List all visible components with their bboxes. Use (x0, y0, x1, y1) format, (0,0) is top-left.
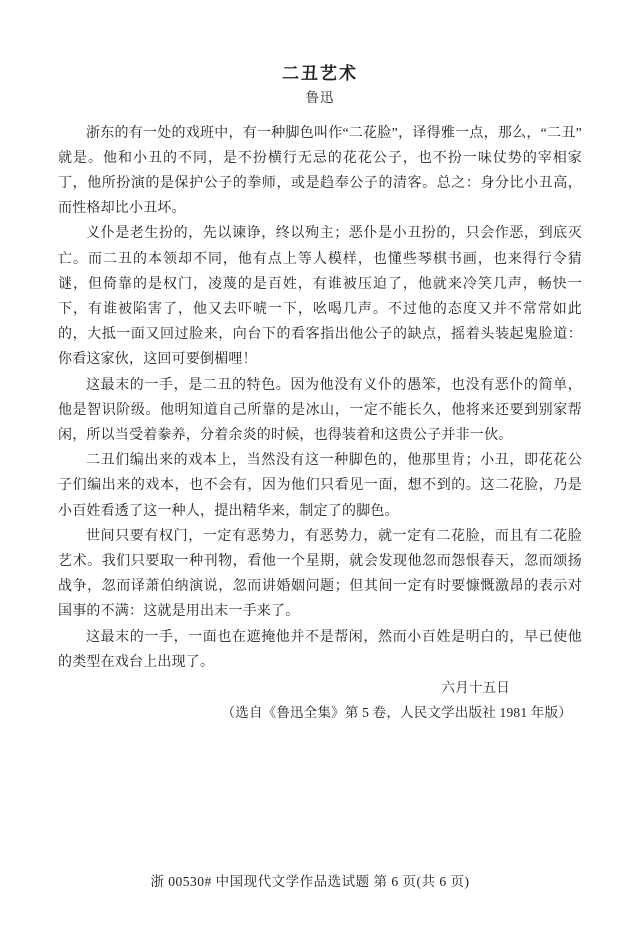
essay-paragraph: 浙东的有一处的戏班中，有一种脚色叫作“二花脸”，译得雅一点，那么，“二丑”就是。他和小丑的不同，是不扮横行无忌的花花公子，也不扮一味仗势的宰相家丁，他所扮演的是保护公子的拳师，或是趋奉公子的清客。总之：身分比小丑高，而性格却比小丑坏。 (58, 125, 582, 217)
essay-paragraph: 义仆是老生扮的，先以谏诤，终以殉主；恶仆是小丑扮的，只会作恶，到底灭亡。而二丑的本领却不同，他有点上等人模样，也懂些琴棋书画，也来得行令猜谜，但倚靠的是权门，凌蔑的是百姓，有谁被压迫了，他就来冷笑几声，畅快一下，有谁被陷害了，他又去吓唬一下，吆喝几声。不过他的态度又并不常常如此的，大抵一面又回过脸来，向台下的看客指出他公子的缺点，摇着头装起鬼脸道：你看这家伙，这回可要倒楣哩！ (58, 226, 582, 368)
essay-author: 鲁迅 (305, 90, 335, 106)
essay-paragraph: 这最末的一手，一面也在遮掩他并不是帮闲，然而小百姓是明白的，早已使他的类型在戏台上出现了。 (58, 629, 582, 670)
essay-body (58, 121, 582, 726)
essay-paragraph: 这最末的一手，是二丑的特色。因为他没有义仆的愚笨，也没有恶仆的简单，他是智识阶级。他明知道自己所靠的是冰山，一定不能长久，他将来还要到别家帮闲，所以当受着豢养，分着余炎的时候，也得装着和这贵公子并非一伙。 (58, 377, 582, 444)
essay-paragraph: 世间只要有权门，一定有恶势力，有恶势力，就一定有二花脸，而且有二花脸艺术。我们只要取一种刊物，看他一个星期，就会发现他忽而怨恨春天，忽而颂扬战争，忽而译萧伯纳演说，忽而讲婚姻问题；但其间一定有时要慷慨激昂的表示对国事的不满：这就是用出末一手来了。 (58, 528, 582, 620)
essay-title: 二丑艺术 (282, 64, 358, 83)
essay-date: 六月十五日 (441, 680, 510, 696)
essay-source-citation: （选自《鲁迅全集》第 5 卷，人民文学出版社 1981 年版） (221, 705, 572, 721)
page-footer: 浙 00530# 中国现代文学作品选试题 第 6 页(共 6 页) (150, 874, 470, 889)
essay-paragraph: 二丑们编出来的戏本上，当然没有这一种脚色的，他那里肯；小丑，即花花公子们编出来的戏本，也不会有，因为他们只看见一面，想不到的。这二花脸，乃是小百姓看透了这一种人，提出精华来，制定了的脚色。 (58, 453, 582, 519)
